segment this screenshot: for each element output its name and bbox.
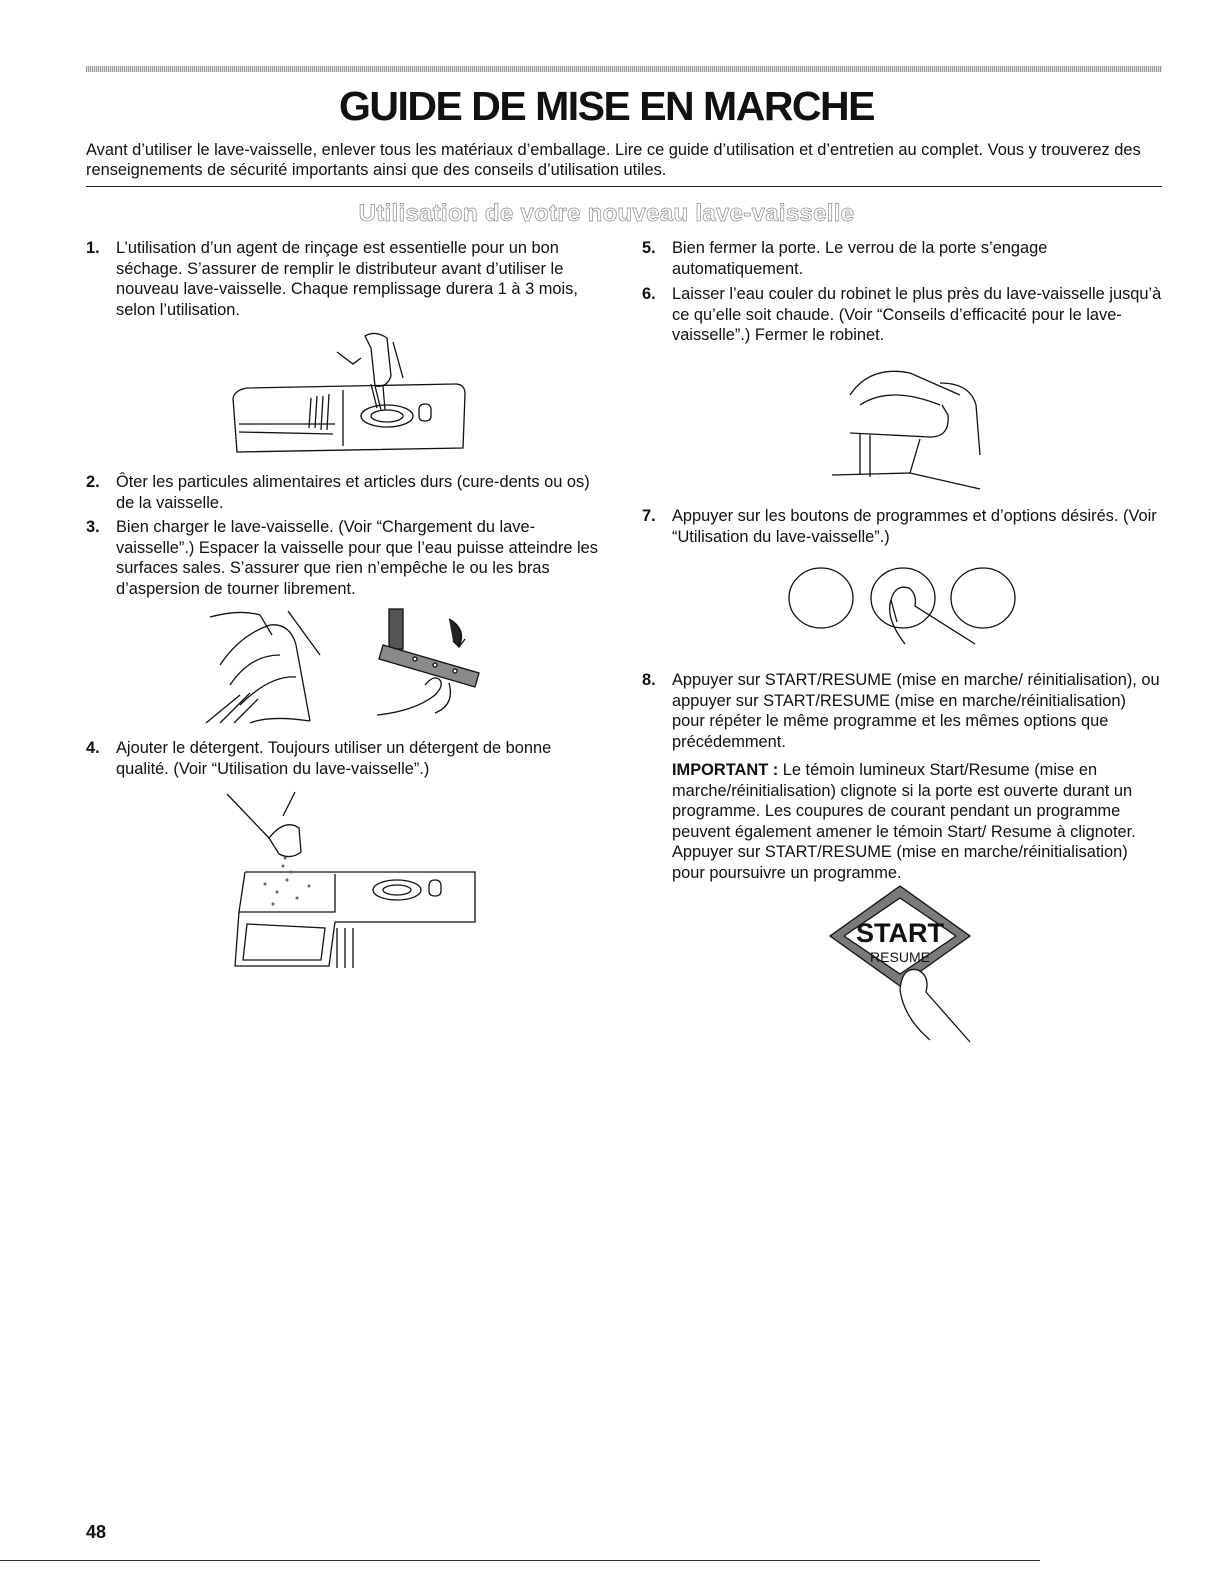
footer-rule [0,1560,1040,1561]
step-1 [86,238,606,320]
step-5 [642,238,1162,279]
step-number: 6. [642,285,656,303]
step-number: 2. [86,473,100,491]
step-number: 1. [86,239,100,257]
step-6 [642,284,1162,346]
step-4 [86,738,606,779]
detergent-dispenser-illustration [225,788,485,973]
loading-dishes-illustration [200,605,330,725]
step-text: Appuyer sur START/RESUME (mise en marche/ réinitialisation), ou appuyer sur START/RESUME (mise en marche/réinitialisation) pour répéter le même programme et les mêmes options que précédemment. [672,671,1160,751]
step-text: Appuyer sur les boutons de programmes et d’options désirés. (Voir “Utilisation du lave-vaisselle”.) [672,507,1157,546]
start-label: START [856,918,944,948]
resume-label: RESUME [870,949,930,965]
important-note [642,760,1162,883]
rinse-aid-dispenser-illustration [225,328,475,456]
step-number: 7. [642,507,656,525]
page-number: 48 [86,1522,107,1542]
section-title: Utilisation de votre nouveau lave-vaisselle [358,200,855,227]
faucet-illustration [830,355,990,490]
step-text: Bien fermer la porte. Le verrou de la porte s’engage automatiquement. [672,239,1048,278]
spray-arm-illustration [375,605,495,725]
important-text: Le témoin lumineux Start/Resume (mise en marche/réinitialisation) clignote si la porte est ouverte durant un programme. Les coupures de courant pendant un programme peuvent également amener le témoin Start/ Resume à clignoter. Appuyer sur START/RESUME (mise en marche/réinitialisation) pour poursuivre un programme. [672,761,1136,882]
step-7 [642,506,1162,547]
step-3 [86,517,606,599]
step-number: 4. [86,739,100,757]
program-buttons-illustration [785,560,1025,650]
start-resume-button-illustration [800,880,1000,1050]
step-8 [642,670,1162,883]
page-title: GUIDE DE MISE EN MARCHE [339,83,874,129]
step-number: 5. [642,239,656,257]
step-text: Bien charger le lave-vaisselle. (Voir “Chargement du lave-vaisselle”.) Espacer la vaisselle pour que l’eau puisse atteindre les surfaces sales. S’assurer que rien n’empêche le ou les bras d’aspersion de tourner librement. [116,518,598,598]
step-text: L’utilisation d’un agent de rinçage est essentielle pour un bon séchage. S’assurer de remplir le distributeur avant d’utiliser le nouveau lave-vaisselle. Chaque remplissage durera 1 à 3 mois, selon l’utilisation. [116,239,578,319]
header-rule [86,186,1162,187]
step-number: 3. [86,518,100,536]
important-label: IMPORTANT : [672,761,779,779]
header-decorative-band [86,66,1162,72]
intro-paragraph: Avant d’utiliser le lave-vaisselle, enlever tous les matériaux d’emballage. Lire ce guide d’utilisation et d’entretien au complet. Vous y trouverez des renseignements de sécurité importants ainsi que des conseils d’utilisation utiles. [86,141,1141,179]
step-text: Laisser l’eau couler du robinet le plus près du lave-vaisselle jusqu’à ce qu’elle soit chaude. (Voir “Conseils d’efficacité pour le lave-vaisselle”.) Fermer le robinet. [672,285,1162,344]
step-2 [86,472,606,513]
step-text: Ôter les particules alimentaires et articles durs (cure-dents ou os) de la vaisselle. [116,473,590,512]
step-text: Ajouter le détergent. Toujours utiliser un détergent de bonne qualité. (Voir “Utilisation du lave-vaisselle”.) [116,739,552,778]
step-number: 8. [642,671,656,689]
